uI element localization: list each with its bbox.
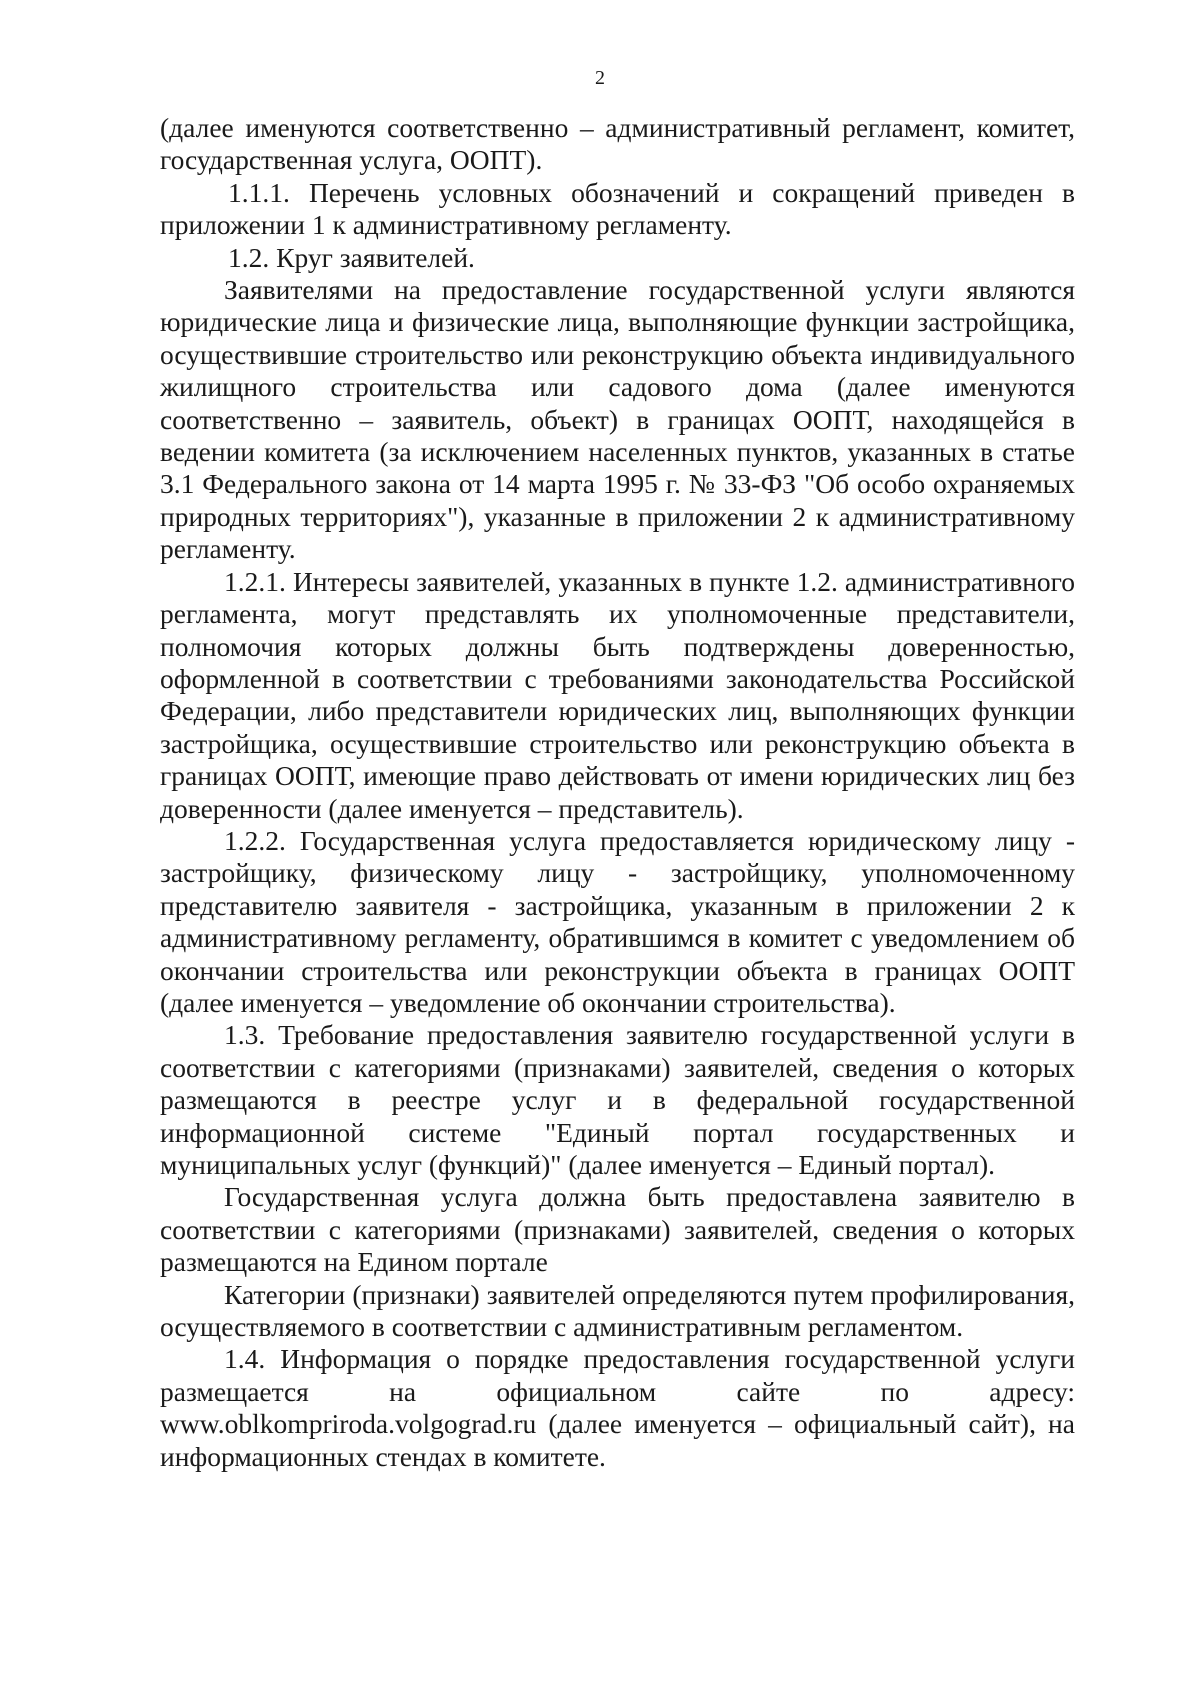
paragraph-categories-portal: Государственная услуга должна быть предоставлена заявителю в соответствии с категориями (признаками) заявителей, сведения о которых размещаются на Едином портале <box>160 1181 1075 1278</box>
paragraph-1-2-1: 1.2.1. Интересы заявителей, указанных в пункте 1.2. административного регламента, могут представлять их уполномоченные представители, полномочия которых должны быть подтверждены доверенностью, оформленной в соответствии с требованиями законодательства Российской Федерации, либо представители юридических лиц, выполняющих функции застройщика, осуществившие строительство или реконструкцию объекта в границах ООПТ, имеющие право действовать от имени юридических лиц без доверенности (далее именуется – представитель). <box>160 565 1075 824</box>
paragraph-categories-profiling: Категории (признаки) заявителей определяются путем профилирования, осуществляемого в соответствии с административным регламентом. <box>160 1278 1075 1343</box>
page-number: 2 <box>595 67 605 89</box>
paragraph-1-2-2: 1.2.2. Государственная услуга предоставляется юридическому лицу - застройщику, физическому лицу - застройщику, уполномоченному представителю заявителя - застройщика, указанным в приложении 2 к административному регламенту, обратившимся в комитет с уведомлением об окончании строительства или реконструкции объекта в границах ООПТ (далее именуется – уведомление об окончании строительства). <box>160 824 1075 1018</box>
paragraph-applicants: Заявителями на предоставление государственной услуги являются юридические лица и физические лица, выполняющие функции застройщика, осуществившие строительство или реконструкцию объекта индивидуального жилищного строительства или садового дома (далее именуются соответственно – заявитель, объект) в границах ООПТ, находящейся в ведении комитета (за исключением населенных пунктов, указанных в статье 3.1 Федерального закона от 14 марта 1995 г. № 33-ФЗ "Об особо охраняемых природных территориях"), указанные в приложении 2 к административному регламенту. <box>160 274 1075 565</box>
paragraph-1-4: 1.4. Информация о порядке предоставления государственной услуги размещается на официальном сайте по адресу: www.oblkompriroda.volgograd.ru (далее именуется – официальный сайт), на информационных стендах в комитете. <box>160 1343 1075 1472</box>
paragraph-1-3: 1.3. Требование предоставления заявителю государственной услуги в соответствии с категориями (признаками) заявителей, сведения о которых размещаются в реестре услуг и в федеральной государственной информационной системе "Единый портал государственных и муниципальных услуг (функций)" (далее именуется – Единый портал). <box>160 1019 1075 1180</box>
paragraph-1-2-heading: 1.2. Круг заявителей. <box>228 241 475 273</box>
paragraph-1-1-1: 1.1.1. Перечень условных обозначений и сокращений приведен в приложении 1 к административному регламенту. <box>160 176 1075 241</box>
document-body <box>160 112 1075 1473</box>
paragraph-continuation: (далее именуются соответственно – административный регламент, комитет, государственная услуга, ООПТ). <box>160 112 1075 176</box>
